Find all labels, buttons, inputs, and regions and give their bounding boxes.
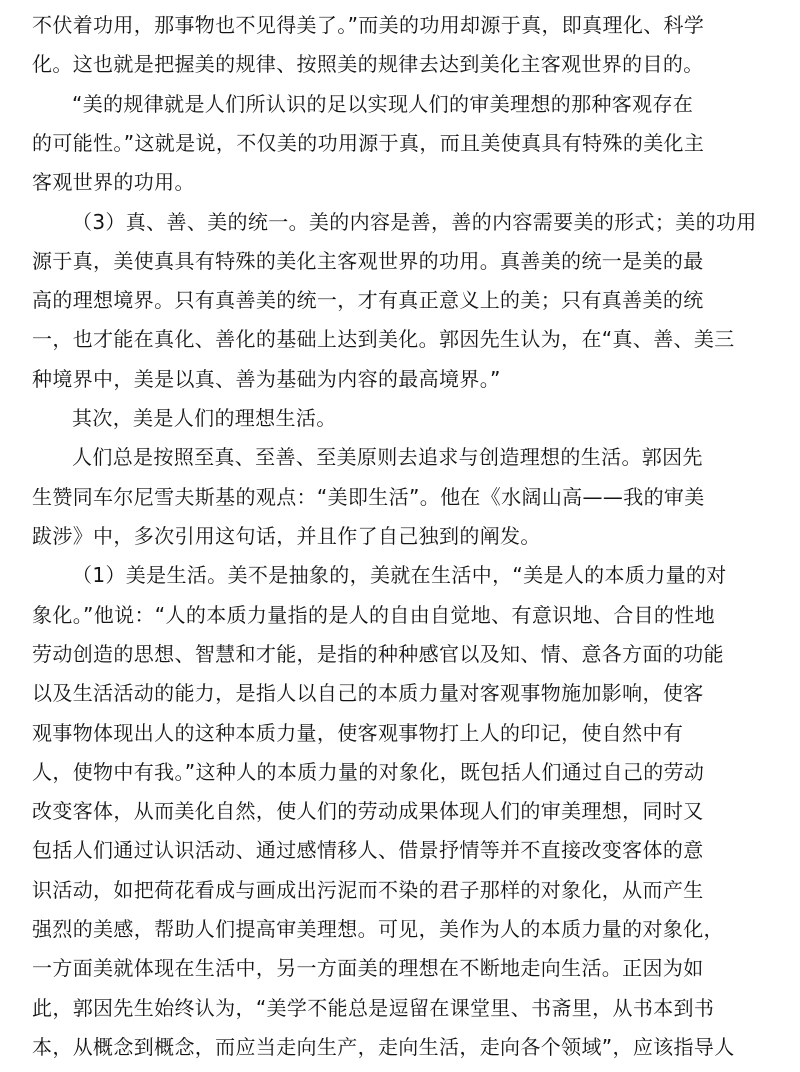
text-line: 此，郭因先生始终认为，“美学不能总是逗留在课堂里、书斋里，从书本到书 <box>32 996 715 1020</box>
text-line: 识活动，如把荷花看成与画成出污泥而不染的君子那样的对象化，从而产生 <box>32 878 704 902</box>
text-line: 的可能性。”这就是说，不仅美的功用源于真，而且美使真具有特殊的美化主 <box>32 131 705 155</box>
text-line: 化。这也就是把握美的规律、按照美的规律去达到美化主客观世界的目的。 <box>32 52 704 76</box>
text-line: 象化。”他说：“人的本质力量指的是人的自由自觉地、有意识地、合目的性地 <box>32 603 715 627</box>
text-line: 跋涉》中，多次引用这句话，并且作了自己独到的阐发。 <box>32 524 541 548</box>
text-line: 种境界中，美是以真、善为基础为内容的最高境界。” <box>32 367 501 391</box>
text-line: 生赞同车尔尼雪夫斯基的观点：“美即生活”。他在《水阔山高——我的审美 <box>32 485 705 509</box>
text-line: 观事物体现出人的这种本质力量，使客观事物打上人的印记，使自然中有 <box>32 721 684 745</box>
text-line: 本，从概念到概念，而应当走向生产，走向生活，走向各个领域”，应该指导人 <box>32 1035 735 1059</box>
paragraph-start: （1）美是生活。美不是抽象的，美就在生活中，“美是人的本质力量的对 <box>72 563 727 587</box>
text-line: 一方面美就体现在生活中，另一方面美的理想在不断地走向生活。正因为如 <box>32 956 704 980</box>
text-line: 劳动创造的思想、智慧和才能，是指的种种感官以及知、情、意各方面的功能 <box>32 642 724 666</box>
paragraph-start: （3）真、善、美的统一。美的内容是善，善的内容需要美的形式；美的功用 <box>72 210 757 234</box>
text-line: 一，也才能在真化、善化的基础上达到美化。郭因先生认为，在“真、善、美三 <box>32 327 735 351</box>
text-line: 客观世界的功用。 <box>32 170 195 194</box>
text-line: 改变客体，从而美化自然，使人们的劳动成果体现人们的审美理想，同时又 <box>32 799 704 823</box>
text-line: 包括人们通过认识活动、通过感情移人、借景抒情等并不直接改变客体的意 <box>32 838 704 862</box>
paragraph-start: “美的规律就是人们所认识的足以实现人们的审美理想的那种客观存在 <box>72 92 694 116</box>
text-line: 不伏着功用，那事物也不见得美了。”而美的功用却源于真，即真理化、科学 <box>32 13 705 37</box>
paragraph-start: 其次，美是人们的理想生活。 <box>72 406 337 430</box>
paragraph-start: 人们总是按照至真、至善、至美原则去追求与创造理想的生活。郭因先 <box>72 445 703 469</box>
text-line: 人，使物中有我。”这种人的本质力量的对象化，既包括人们通过自己的劳动 <box>32 760 705 784</box>
text-line: 强烈的美感，帮助人们提高审美理想。可见，美作为人的本质力量的对象化， <box>32 917 724 941</box>
text-line: 高的理想境界。只有真善美的统一，才有真正意义上的美；只有真善美的统 <box>32 288 704 312</box>
text-line: 以及生活活动的能力，是指人以自己的本质力量对客观事物施加影响，使客 <box>32 681 704 705</box>
text-line: 源于真，美使真具有特殊的美化主客观世界的功用。真善美的统一是美的最 <box>32 249 704 273</box>
